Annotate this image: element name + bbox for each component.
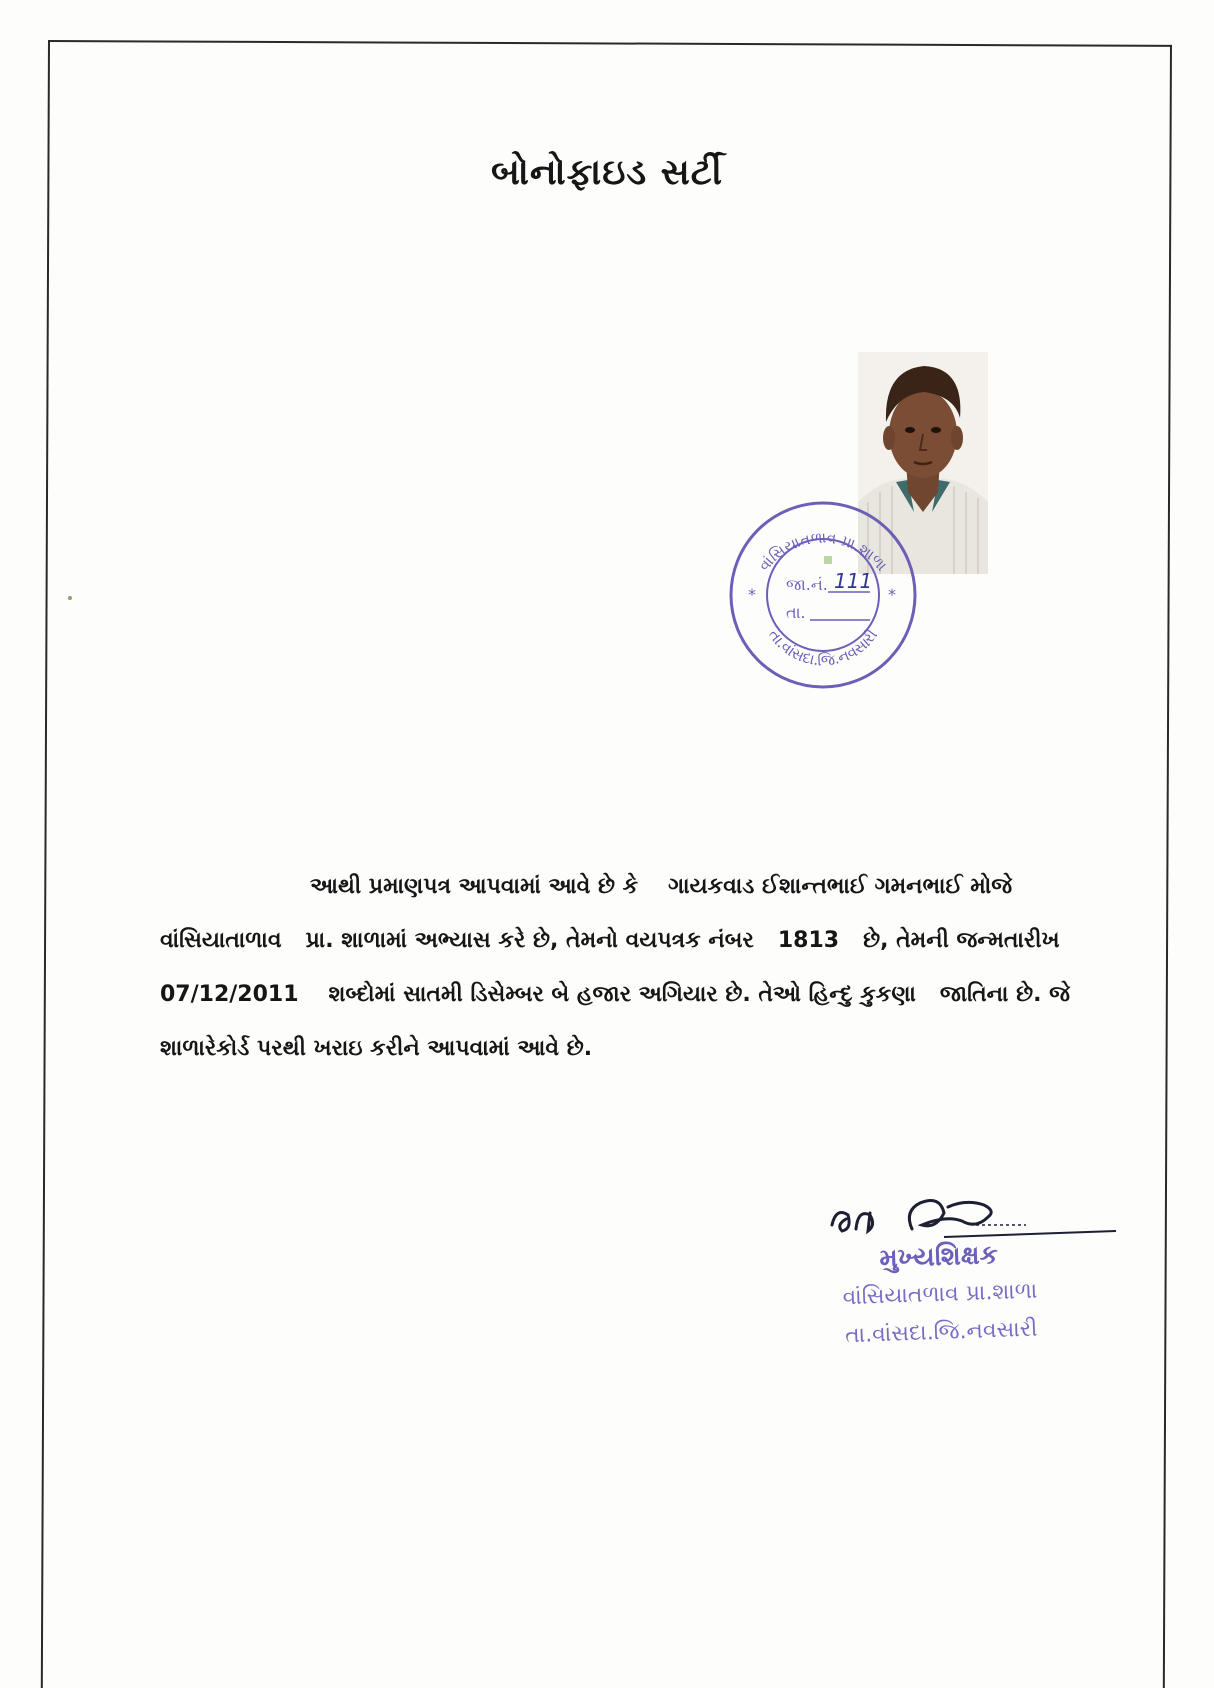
paper-speck <box>68 596 72 600</box>
signatory-address: તા.વાંસદા.જિ.નવસારી <box>844 1316 1038 1349</box>
signatory-role: મુખ્યશિક્ષક <box>878 1239 999 1275</box>
stamp-number-value: 111 <box>834 569 873 593</box>
stamp-bottom-text: તા.વાંસદા.જિ.નવસારી <box>764 626 882 670</box>
body-line-2 <box>160 914 1090 968</box>
student-name: ગાયકવાડ ઈશાન્તભાઈ ગમનભાઈ <box>668 874 963 899</box>
register-number: 1813 <box>777 928 840 953</box>
svg-text:*: * <box>888 585 896 604</box>
certificate-body <box>160 860 1090 1076</box>
line1-end: મોજે <box>970 874 1013 899</box>
certificate-title: બોનોફાઇડ સર્ટી <box>490 152 724 193</box>
school-name: વાંસિયાતાળાવ <box>160 928 282 953</box>
stamp-number-label: જા.નં. <box>786 575 828 594</box>
signatory-school: વાંસિયાતળાવ પ્રા.શાળા <box>842 1278 1038 1311</box>
body-line-4: શાળારેકોર્ડ પરથી ખરાઇ કરીને આપવામાં આવે છે. <box>160 1036 593 1061</box>
birth-date: 07/12/2011 <box>160 982 299 1007</box>
svg-text:તા.વાંસદા.જિ.નવસારી <box>765 626 881 670</box>
headmaster-stamp <box>788 1233 1092 1357</box>
svg-text:વાંસિયાતળાવ પ્રા.શાળા <box>755 528 891 574</box>
intro-text: આથી પ્રમાણપત્ર આપવામાં આવે છે કે <box>310 874 639 899</box>
stamp-top-text: વાંસિયાતળાવ પ્રા.શાળા <box>755 528 891 575</box>
line2-end: છે, તેમની જન્મતારીખ <box>863 928 1060 953</box>
body-line-1 <box>160 860 1090 914</box>
school-stamp <box>724 496 922 694</box>
stamp-date-label: તા. <box>786 603 806 622</box>
line3-words: શબ્દોમાં સાતમી ડિસેમ્બર બે હજાર અગિયાર છે. તેઓ હિન્દુ કુકણા <box>328 982 916 1007</box>
body-line-3 <box>160 968 1090 1022</box>
line2-mid: પ્રા. શાળામાં અભ્યાસ કરે છે, તેમનો વયપત્રક નંબર <box>305 928 754 953</box>
line3-end: જાતિના છે. જે <box>939 982 1070 1007</box>
svg-text:*: * <box>748 585 756 604</box>
